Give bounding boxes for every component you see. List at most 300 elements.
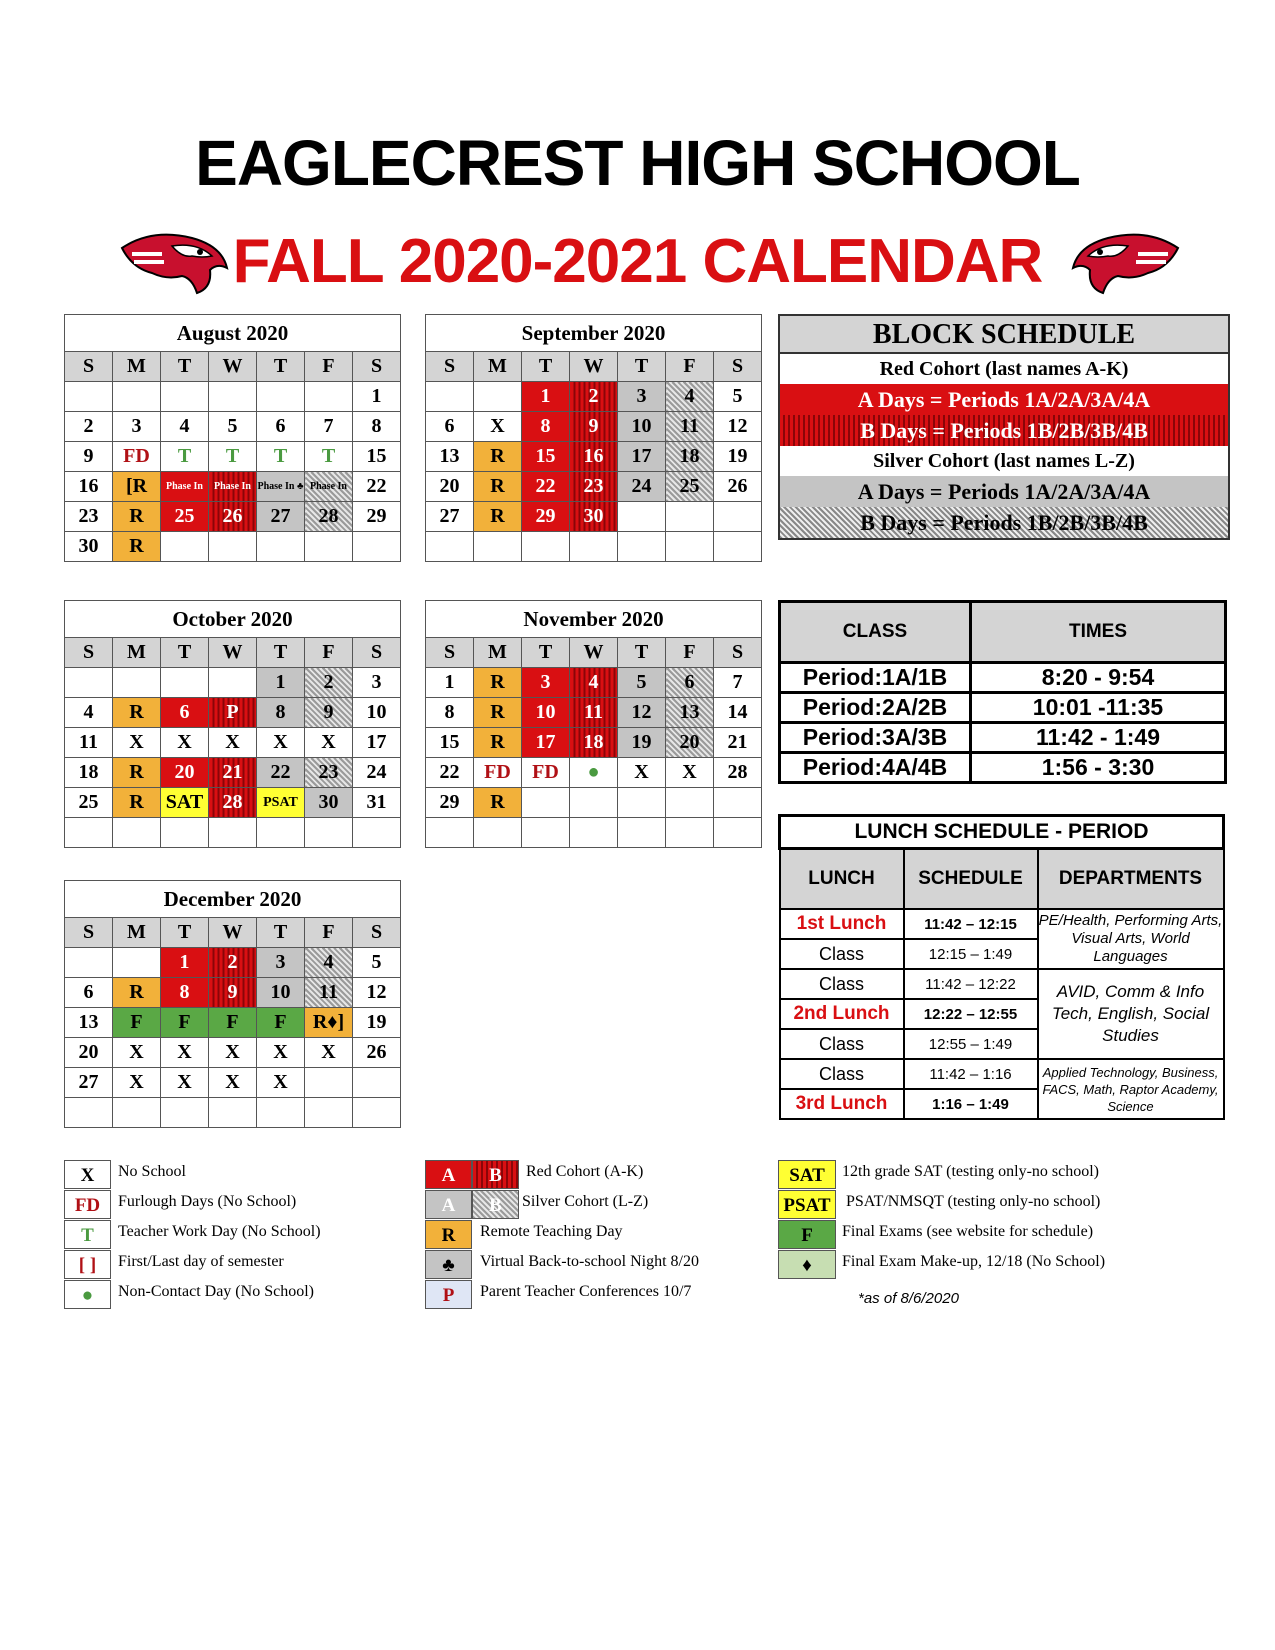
day-cell (209, 532, 257, 562)
period-time: 8:20 - 9:54 (971, 663, 1226, 693)
day-cell: FD (113, 442, 161, 472)
lunch-time: 12:15 – 1:49 (904, 939, 1038, 969)
day-cell (161, 382, 209, 412)
eagle-logo-right (1068, 228, 1188, 298)
weekday-header: S (426, 638, 474, 668)
day-cell (474, 382, 522, 412)
day-cell: R (113, 978, 161, 1008)
period-label: Period:1A/1B (780, 663, 971, 693)
day-cell: 6 (65, 978, 113, 1008)
calendar-title: FALL 2020-2021 CALENDAR (232, 227, 1043, 296)
day-cell: 13 (65, 1008, 113, 1038)
day-cell (426, 532, 474, 562)
legend-text: Teacher Work Day (No School) (118, 1223, 321, 1240)
day-cell (65, 382, 113, 412)
week-row (65, 1008, 401, 1038)
day-cell: FD (474, 758, 522, 788)
weekday-header: S (353, 352, 401, 382)
day-cell (522, 818, 570, 848)
day-cell: 13 (666, 698, 714, 728)
day-cell: 19 (618, 728, 666, 758)
period-time: 10:01 -11:35 (971, 693, 1226, 723)
weekday-header: T (618, 638, 666, 668)
day-cell: FD (522, 758, 570, 788)
day-cell: 18 (65, 758, 113, 788)
lunch-schedule-table (778, 814, 1225, 1120)
day-cell: 29 (353, 502, 401, 532)
day-cell (257, 532, 305, 562)
day-cell: 7 (305, 412, 353, 442)
lunch-title: LUNCH SCHEDULE - PERIOD (780, 816, 1224, 849)
weekday-header: T (161, 918, 209, 948)
legend-text: Final Exams (see website for schedule) (842, 1223, 1094, 1240)
day-cell: R (474, 698, 522, 728)
month-november (425, 600, 762, 848)
lunch-slot: 3rd Lunch (780, 1089, 904, 1119)
day-cell: 29 (426, 788, 474, 818)
lunch-slot: Class (780, 1059, 904, 1089)
lunch-time: 1:16 – 1:49 (904, 1089, 1038, 1119)
weekday-header: M (113, 352, 161, 382)
day-cell: 10 (257, 978, 305, 1008)
day-cell: 6 (426, 412, 474, 442)
month-title: November 2020 (426, 601, 762, 638)
legend-symbol: FD (64, 1190, 111, 1219)
day-cell: 8 (353, 412, 401, 442)
day-cell: F (209, 1008, 257, 1038)
week-row (65, 978, 401, 1008)
day-cell (161, 818, 209, 848)
day-cell (666, 532, 714, 562)
block-schedule (778, 314, 1230, 540)
day-cell: X (257, 728, 305, 758)
day-cell: 27 (65, 1068, 113, 1098)
day-cell (209, 1098, 257, 1128)
day-cell (257, 818, 305, 848)
day-cell: ● (570, 758, 618, 788)
block-schedule-title: BLOCK SCHEDULE (780, 316, 1228, 354)
day-cell (209, 382, 257, 412)
weekday-header: S (353, 918, 401, 948)
day-cell: X (209, 1068, 257, 1098)
day-cell (666, 502, 714, 532)
legend-symbol: A (425, 1160, 472, 1189)
week-row (426, 412, 762, 442)
day-cell: 1 (161, 948, 209, 978)
day-cell: T (257, 442, 305, 472)
weekday-header: S (65, 918, 113, 948)
day-cell: T (305, 442, 353, 472)
week-row (65, 948, 401, 978)
day-cell (209, 668, 257, 698)
legend-text: Silver Cohort (L-Z) (522, 1193, 649, 1210)
day-cell: 5 (209, 412, 257, 442)
day-cell: 28 (305, 502, 353, 532)
day-cell: PSAT (257, 788, 305, 818)
legend-symbol: SAT (778, 1160, 836, 1189)
day-cell (65, 1098, 113, 1128)
day-cell: X (113, 728, 161, 758)
departments-header: DEPARTMENTS (1038, 849, 1224, 910)
day-cell: 5 (353, 948, 401, 978)
legend-text: Furlough Days (No School) (118, 1193, 297, 1210)
day-cell (353, 1098, 401, 1128)
day-cell: F (257, 1008, 305, 1038)
week-row (426, 668, 762, 698)
day-cell: R (113, 788, 161, 818)
week-row (65, 472, 401, 502)
legend-symbol: PSAT (778, 1190, 836, 1219)
period-label: Period:3A/3B (780, 723, 971, 753)
lunch-time: 11:42 – 12:22 (904, 969, 1038, 999)
day-cell: 24 (353, 758, 401, 788)
day-cell: X (113, 1068, 161, 1098)
weekday-header: F (305, 638, 353, 668)
day-cell: 8 (426, 698, 474, 728)
red-cohort-label: Red Cohort (last names A-K) (780, 354, 1228, 384)
legend-symbol: X (64, 1160, 111, 1189)
legend-text: No School (118, 1163, 186, 1180)
legend-text: PSAT/NMSQT (testing only-no school) (846, 1193, 1101, 1210)
day-cell: 25 (161, 502, 209, 532)
day-cell: 28 (209, 788, 257, 818)
legend-symbol: ♣ (425, 1250, 472, 1279)
day-cell (474, 818, 522, 848)
lunch-slot: 1st Lunch (780, 909, 904, 939)
day-cell: 8 (257, 698, 305, 728)
month-august (64, 314, 401, 562)
day-cell: 11 (65, 728, 113, 758)
month-october (64, 600, 401, 848)
day-cell: 12 (618, 698, 666, 728)
day-cell: 16 (65, 472, 113, 502)
weekday-header: S (65, 638, 113, 668)
day-cell: 26 (353, 1038, 401, 1068)
day-cell (570, 788, 618, 818)
day-cell: R (474, 668, 522, 698)
period-label: Period:2A/2B (780, 693, 971, 723)
day-cell: 4 (570, 668, 618, 698)
day-cell: X (257, 1038, 305, 1068)
weekday-header: T (257, 638, 305, 668)
day-cell: T (161, 442, 209, 472)
day-cell: F (161, 1008, 209, 1038)
weekday-header: T (161, 352, 209, 382)
day-cell: 22 (522, 472, 570, 502)
day-cell: Phase In (305, 472, 353, 502)
day-cell: Phase In (209, 472, 257, 502)
day-cell: 6 (257, 412, 305, 442)
day-cell: 9 (305, 698, 353, 728)
day-cell: X (209, 728, 257, 758)
day-cell: X (666, 758, 714, 788)
school-title: EAGLECREST HIGH SCHOOL (195, 127, 1080, 199)
week-row (426, 788, 762, 818)
calendar-table (64, 880, 401, 1128)
calendar-table (64, 600, 401, 848)
month-title: August 2020 (65, 315, 401, 352)
day-cell: 11 (570, 698, 618, 728)
day-cell: X (113, 1038, 161, 1068)
day-cell: 14 (714, 698, 762, 728)
revision-note: *as of 8/6/2020 (858, 1290, 959, 1307)
weekday-header: S (714, 638, 762, 668)
day-cell: Phase In ♣ (257, 472, 305, 502)
day-cell (618, 818, 666, 848)
day-cell: 11 (305, 978, 353, 1008)
day-cell: 12 (353, 978, 401, 1008)
day-cell: Phase In (161, 472, 209, 502)
legend-symbol: R (425, 1220, 472, 1249)
day-cell: 30 (305, 788, 353, 818)
class-header: CLASS (780, 602, 971, 663)
day-cell (426, 818, 474, 848)
day-cell: X (161, 1038, 209, 1068)
day-cell (209, 818, 257, 848)
day-cell: [R (113, 472, 161, 502)
day-cell: R (474, 502, 522, 532)
day-cell: R (113, 698, 161, 728)
day-cell: 15 (522, 442, 570, 472)
times-header: TIMES (971, 602, 1226, 663)
day-cell: 11 (666, 412, 714, 442)
weekday-header: T (257, 352, 305, 382)
legend-symbol: T (64, 1220, 111, 1249)
day-cell: R (474, 788, 522, 818)
day-cell (65, 668, 113, 698)
day-cell (161, 1098, 209, 1128)
day-cell: 12 (714, 412, 762, 442)
day-cell: 1 (257, 668, 305, 698)
day-cell: 13 (426, 442, 474, 472)
day-cell: 28 (714, 758, 762, 788)
day-cell (305, 382, 353, 412)
day-cell: 24 (618, 472, 666, 502)
day-cell (522, 788, 570, 818)
red-a-days: A Days = Periods 1A/2A/3A/4A (780, 384, 1228, 415)
day-cell: 27 (257, 502, 305, 532)
day-cell (618, 788, 666, 818)
day-cell: 10 (353, 698, 401, 728)
day-cell: 17 (353, 728, 401, 758)
day-cell: 1 (426, 668, 474, 698)
day-cell: 31 (353, 788, 401, 818)
legend-symbol: A (425, 1190, 472, 1219)
lunch-time: 12:55 – 1:49 (904, 1029, 1038, 1059)
period-time: 11:42 - 1:49 (971, 723, 1226, 753)
week-row (65, 668, 401, 698)
day-cell (65, 818, 113, 848)
day-cell (353, 532, 401, 562)
day-cell (618, 532, 666, 562)
weekday-header: W (209, 352, 257, 382)
legend-text: 12th grade SAT (testing only-no school) (842, 1163, 1100, 1180)
day-cell: T (209, 442, 257, 472)
lunch-time: 11:42 – 12:15 (904, 909, 1038, 939)
period-label: Period:4A/4B (780, 753, 971, 783)
day-cell: X (161, 1068, 209, 1098)
month-september (425, 314, 762, 562)
day-cell: 22 (426, 758, 474, 788)
day-cell (305, 532, 353, 562)
lunch-slot: Class (780, 939, 904, 969)
day-cell (522, 532, 570, 562)
day-cell: 3 (113, 412, 161, 442)
day-cell (113, 668, 161, 698)
lunch-slot: Class (780, 969, 904, 999)
day-cell: X (209, 1038, 257, 1068)
day-cell: 4 (161, 412, 209, 442)
day-cell: 3 (257, 948, 305, 978)
day-cell: 19 (353, 1008, 401, 1038)
day-cell: 9 (65, 442, 113, 472)
day-cell: 2 (65, 412, 113, 442)
day-cell: R♦] (305, 1008, 353, 1038)
day-cell: 5 (618, 668, 666, 698)
legend-symbol: F (778, 1220, 836, 1249)
lunch-departments: Applied Technology, Business, FACS, Math, Raptor Academy, Science (1038, 1059, 1224, 1119)
day-cell: 15 (426, 728, 474, 758)
day-cell (570, 818, 618, 848)
week-row (65, 412, 401, 442)
legend-text: Red Cohort (A-K) (526, 1163, 644, 1180)
legend-text: First/Last day of semester (118, 1253, 284, 1270)
weekday-header: S (426, 352, 474, 382)
day-cell (113, 948, 161, 978)
schedule-header: SCHEDULE (904, 849, 1038, 910)
day-cell: 3 (522, 668, 570, 698)
day-cell: 1 (353, 382, 401, 412)
weekday-header: S (65, 352, 113, 382)
day-cell: 25 (666, 472, 714, 502)
lunch-departments: AVID, Comm & Info Tech, English, Social Studies (1038, 969, 1224, 1059)
week-row (426, 728, 762, 758)
day-cell (305, 1098, 353, 1128)
day-cell: 23 (305, 758, 353, 788)
weekday-header: T (257, 918, 305, 948)
day-cell: 9 (209, 978, 257, 1008)
weekday-header: F (666, 638, 714, 668)
legend-symbol: B (472, 1190, 519, 1219)
period-time: 1:56 - 3:30 (971, 753, 1226, 783)
weekday-header: S (714, 352, 762, 382)
weekday-header: W (209, 638, 257, 668)
day-cell: X (618, 758, 666, 788)
day-cell: 2 (570, 382, 618, 412)
day-cell: 19 (714, 442, 762, 472)
day-cell: R (474, 472, 522, 502)
day-cell (714, 788, 762, 818)
legend-text: Virtual Back-to-school Night 8/20 (480, 1253, 699, 1270)
month-title: September 2020 (426, 315, 762, 352)
day-cell (113, 818, 161, 848)
week-row (65, 818, 401, 848)
week-row (65, 532, 401, 562)
day-cell: 18 (666, 442, 714, 472)
calendar-table (64, 314, 401, 562)
silver-a-days: A Days = Periods 1A/2A/3A/4A (780, 476, 1228, 507)
weekday-header: F (305, 918, 353, 948)
day-cell: X (305, 1038, 353, 1068)
day-cell: 21 (209, 758, 257, 788)
day-cell: X (161, 728, 209, 758)
lunch-time: 11:42 – 1:16 (904, 1059, 1038, 1089)
day-cell (426, 382, 474, 412)
week-row (426, 758, 762, 788)
day-cell: 10 (618, 412, 666, 442)
day-cell: R (113, 532, 161, 562)
weekday-header: F (305, 352, 353, 382)
legend-text: Final Exam Make-up, 12/18 (No School) (842, 1253, 1106, 1270)
day-cell: 6 (666, 668, 714, 698)
legend-text: Remote Teaching Day (480, 1223, 623, 1240)
weekday-header: T (618, 352, 666, 382)
week-row (426, 382, 762, 412)
day-cell: 3 (353, 668, 401, 698)
lunch-time: 12:22 – 12:55 (904, 999, 1038, 1029)
lunch-header: LUNCH (780, 849, 904, 910)
day-cell (65, 948, 113, 978)
weekday-header: S (353, 638, 401, 668)
weekday-header: W (570, 638, 618, 668)
month-title: December 2020 (65, 881, 401, 918)
day-cell (618, 502, 666, 532)
day-cell (353, 818, 401, 848)
day-cell: X (257, 1068, 305, 1098)
week-row (426, 698, 762, 728)
legend-symbol: ♦ (778, 1250, 836, 1279)
day-cell (474, 532, 522, 562)
day-cell: 21 (714, 728, 762, 758)
day-cell: 18 (570, 728, 618, 758)
silver-cohort-label: Silver Cohort (last names L-Z) (780, 446, 1228, 476)
day-cell: 20 (666, 728, 714, 758)
day-cell: 4 (666, 382, 714, 412)
day-cell: R (113, 502, 161, 532)
day-cell: 20 (65, 1038, 113, 1068)
week-row (65, 442, 401, 472)
week-row (65, 698, 401, 728)
day-cell (714, 502, 762, 532)
day-cell: 22 (353, 472, 401, 502)
day-cell: 29 (522, 502, 570, 532)
week-row (65, 788, 401, 818)
week-row (65, 758, 401, 788)
day-cell: 5 (714, 382, 762, 412)
month-december (64, 880, 401, 1128)
calendar-table (425, 314, 762, 562)
day-cell: R (474, 442, 522, 472)
day-cell: 17 (522, 728, 570, 758)
week-row (65, 382, 401, 412)
lunch-slot: 2nd Lunch (780, 999, 904, 1029)
week-row (426, 818, 762, 848)
day-cell: X (474, 412, 522, 442)
day-cell (305, 818, 353, 848)
day-cell (161, 668, 209, 698)
day-cell: 4 (65, 698, 113, 728)
legend-text: Non-Contact Day (No School) (118, 1283, 314, 1300)
silver-b-days: B Days = Periods 1B/2B/3B/4B (780, 507, 1228, 538)
day-cell: 26 (714, 472, 762, 502)
day-cell: 17 (618, 442, 666, 472)
day-cell (113, 382, 161, 412)
day-cell (714, 532, 762, 562)
day-cell (666, 818, 714, 848)
day-cell: 2 (209, 948, 257, 978)
legend-text: Parent Teacher Conferences 10/7 (480, 1283, 692, 1300)
week-row (65, 1068, 401, 1098)
